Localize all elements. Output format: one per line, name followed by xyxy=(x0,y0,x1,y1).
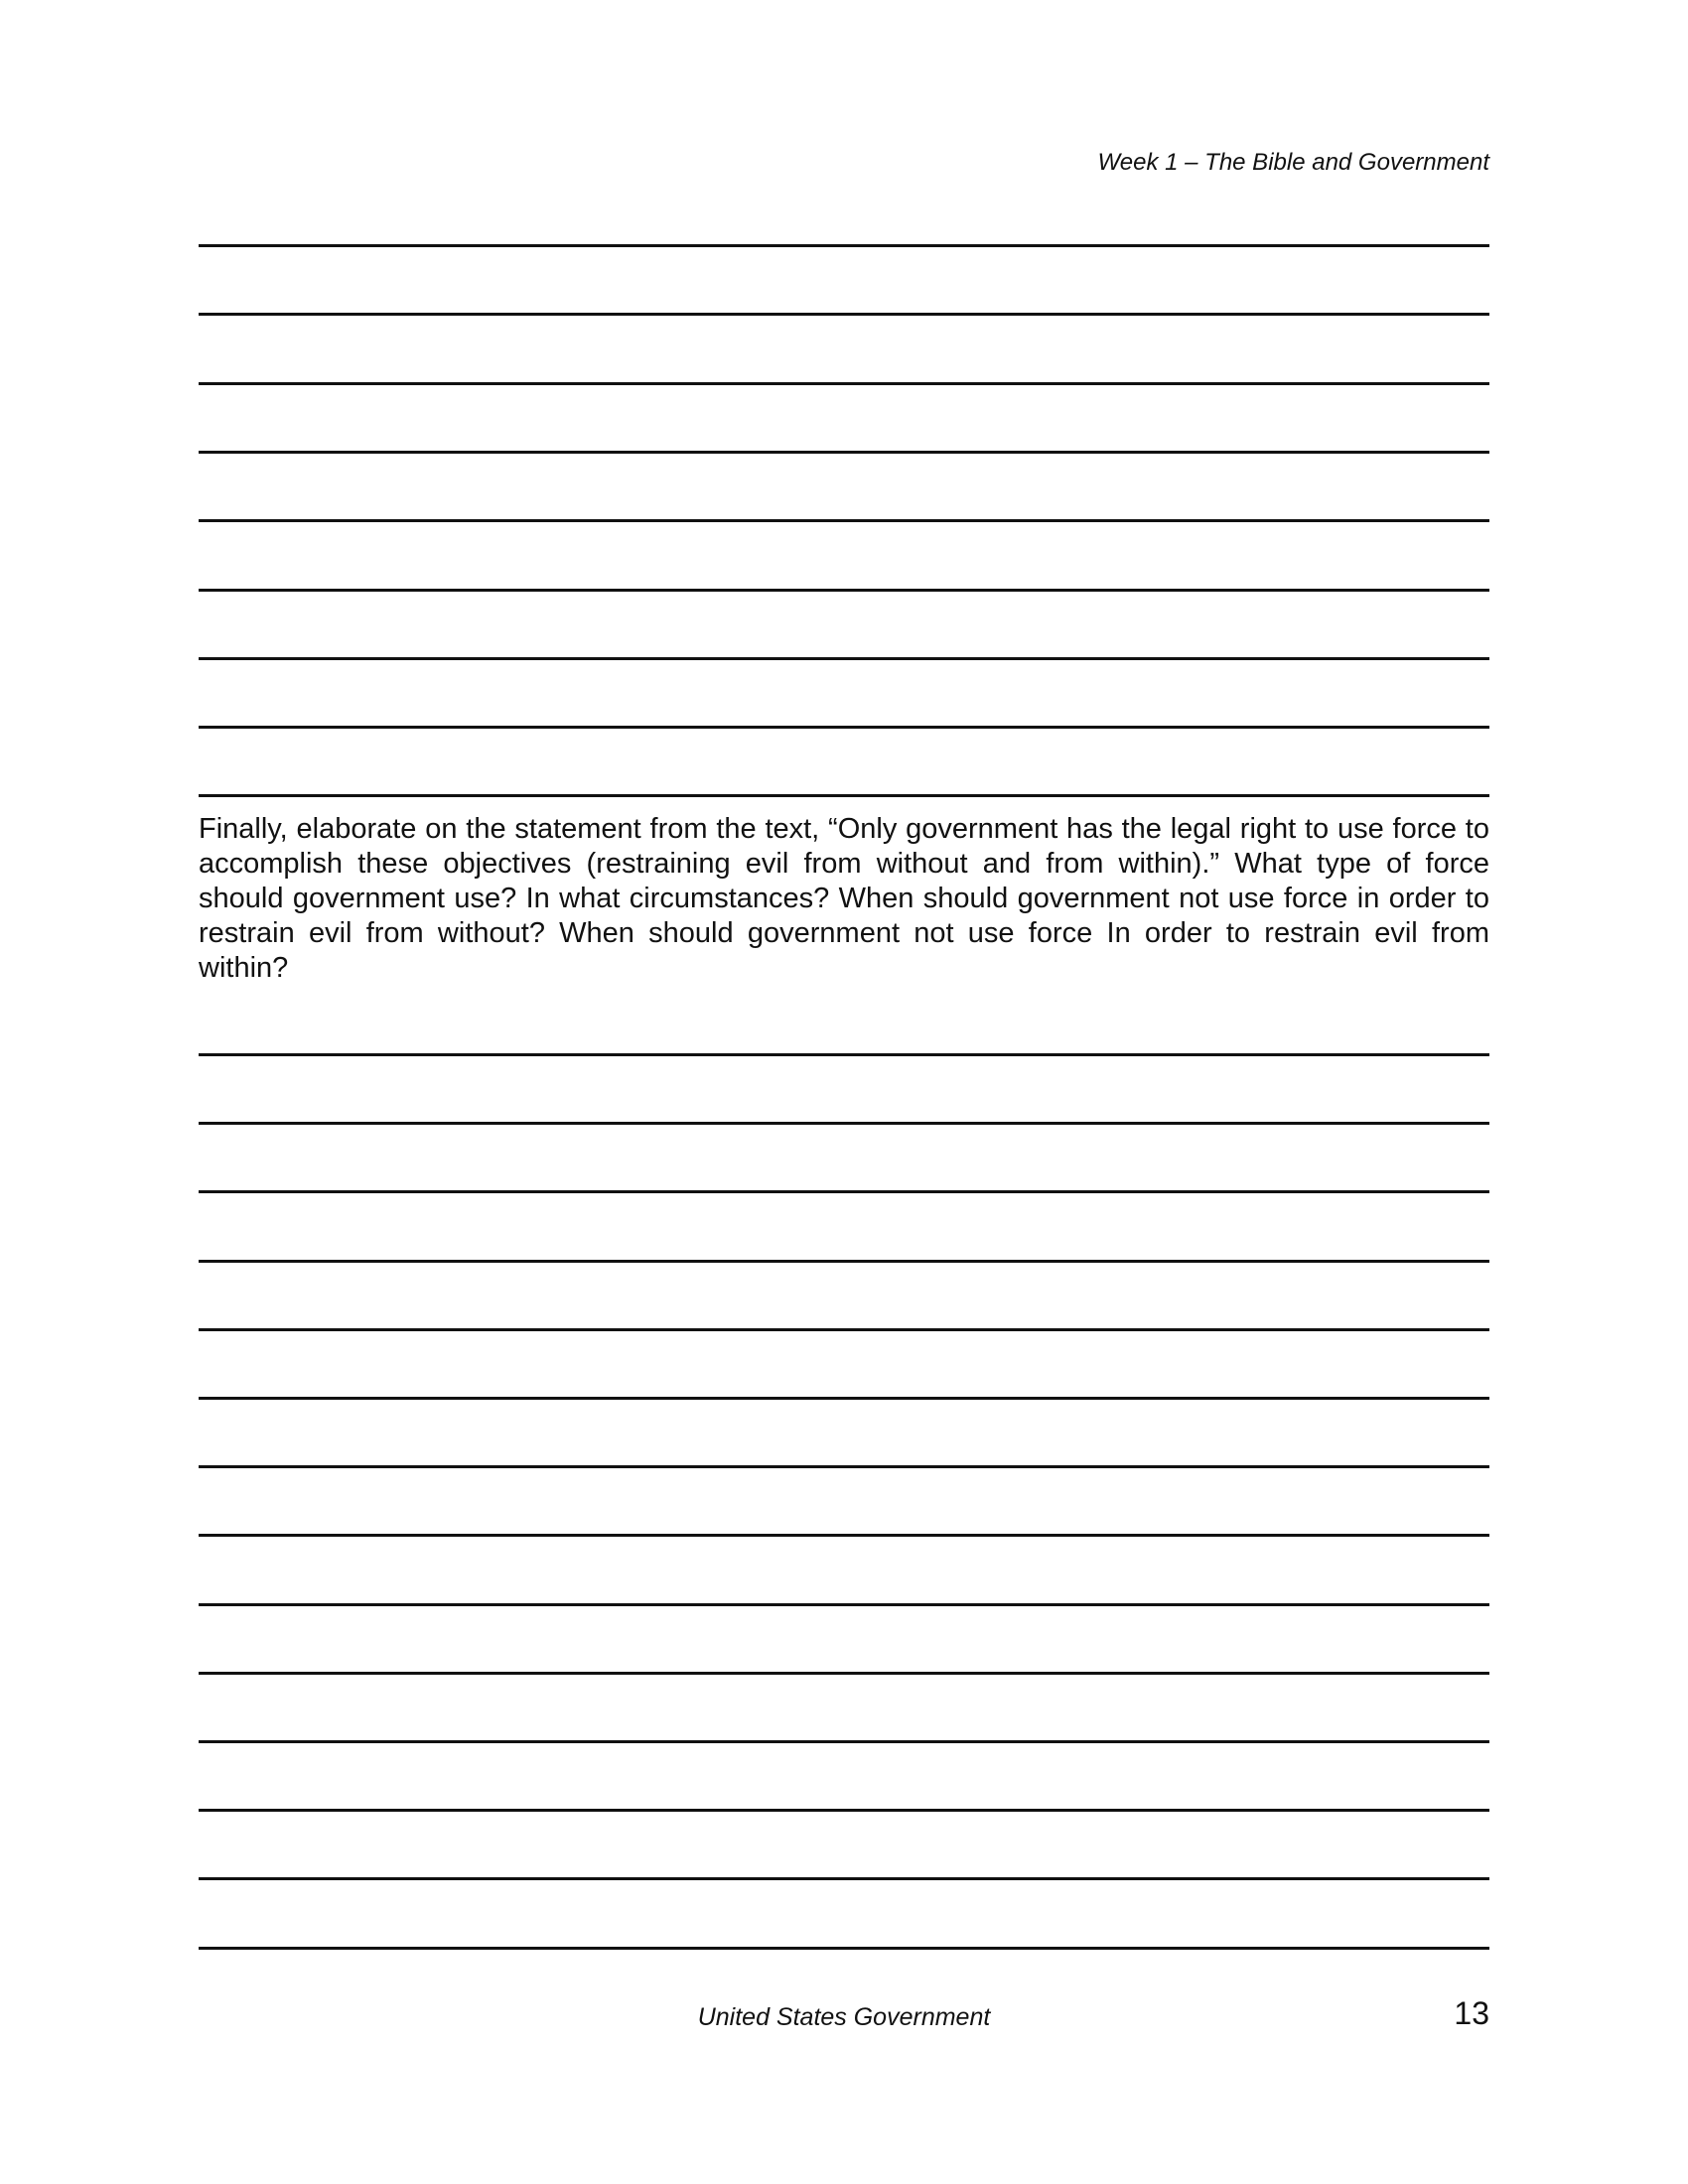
answer-line[interactable] xyxy=(199,1809,1489,1812)
answer-line[interactable] xyxy=(199,726,1489,729)
answer-line[interactable] xyxy=(199,1740,1489,1743)
answer-line[interactable] xyxy=(199,1053,1489,1056)
answer-line[interactable] xyxy=(199,451,1489,454)
answer-line[interactable] xyxy=(199,1603,1489,1606)
running-footer: United States Government xyxy=(697,2003,991,2031)
answer-line[interactable] xyxy=(199,1534,1489,1537)
answer-line[interactable] xyxy=(199,589,1489,592)
answer-line[interactable] xyxy=(199,382,1489,385)
answer-line[interactable] xyxy=(199,1672,1489,1675)
answer-line[interactable] xyxy=(199,1465,1489,1468)
answer-line[interactable] xyxy=(199,1397,1489,1400)
page-number: 13 xyxy=(1454,1995,1489,2031)
answer-line[interactable] xyxy=(199,1122,1489,1125)
answer-line[interactable] xyxy=(199,794,1489,797)
answer-line[interactable] xyxy=(199,1947,1489,1950)
answer-line[interactable] xyxy=(199,1328,1489,1331)
running-header: Week 1 – The Bible and Government xyxy=(1097,149,1489,176)
answer-line[interactable] xyxy=(199,1877,1489,1880)
answer-line[interactable] xyxy=(199,657,1489,660)
answer-line[interactable] xyxy=(199,313,1489,316)
answer-line[interactable] xyxy=(199,519,1489,522)
question-prompt: Finally, elaborate on the statement from the text, “Only government has the legal right to use force to accomplish these objectives (restraining evil from without and from within).” What type of force should government use? In what circumstances? When should government not use force in order to restrain evil from without? When should government not use force In order to restrain evil from within? xyxy=(199,813,1489,984)
answer-line[interactable] xyxy=(199,244,1489,247)
answer-line[interactable] xyxy=(199,1260,1489,1263)
answer-line[interactable] xyxy=(199,1190,1489,1193)
